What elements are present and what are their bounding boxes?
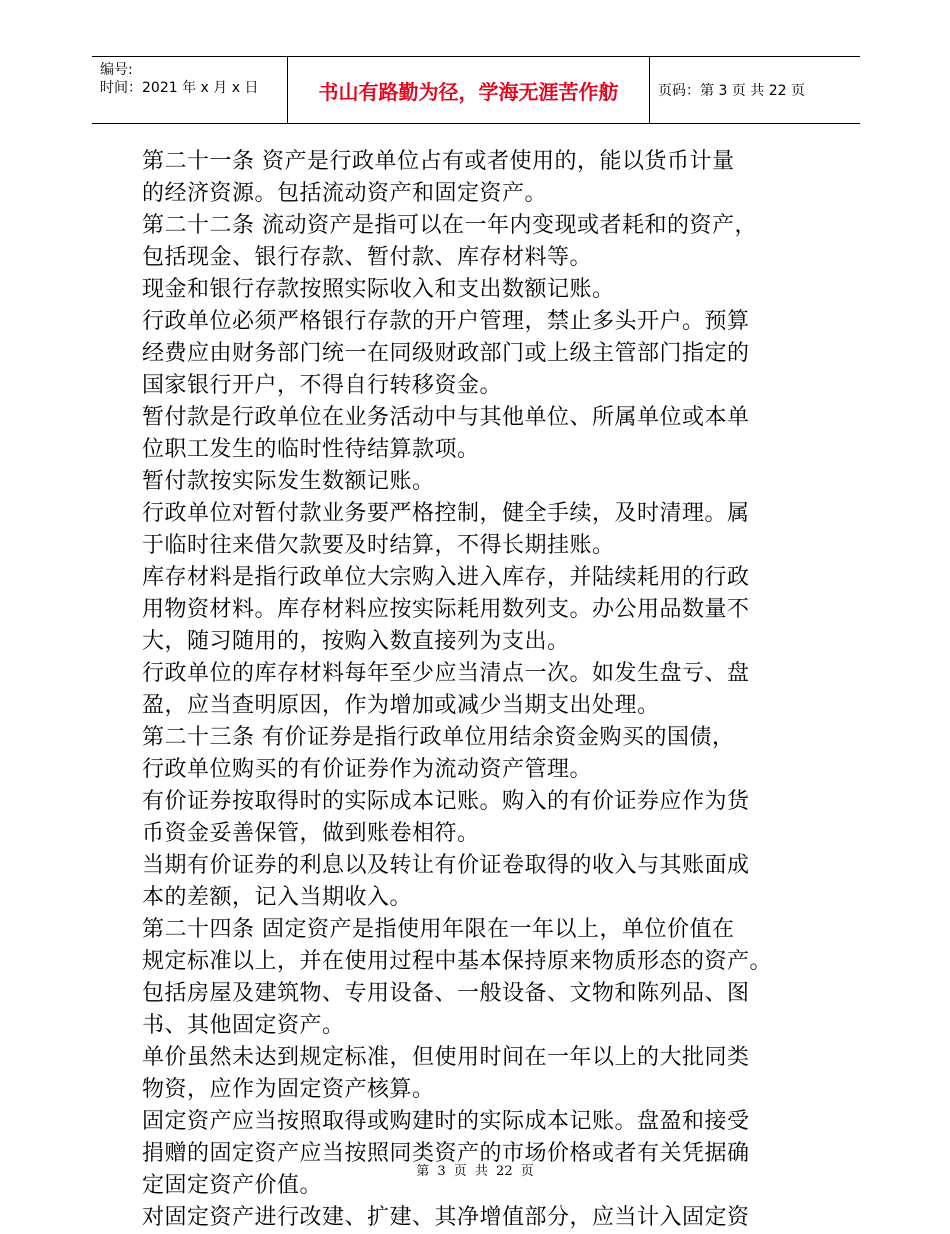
body-line: 用物资材料。库存材料应按实际耗用数列支。办公用品数量不 [142, 597, 750, 622]
body-line: 位职工发生的临时性待结算款项。 [142, 437, 480, 462]
body-line: 规定标准以上，并在使用过程中基本保持原来物质形态的资产。 [142, 949, 773, 974]
body-line: 固定资产应当按照取得或购建时的实际成本记账。盘盈和接受 [142, 1109, 750, 1134]
body-line: 行政单位必须严格银行存款的开户管理，禁止多头开户。预算 [142, 309, 750, 334]
body-line: 定固定资产价值。 [142, 1173, 323, 1198]
body-line: 于临时往来借欠款要及时结算，不得长期挂账。 [142, 533, 615, 558]
header-page-info: 页码：第 3 页 共 22 页 [658, 83, 805, 99]
header-motto: 书山有路勤为径，学海无涯苦作舫 [318, 79, 619, 104]
body-line: 书、其他固定资产。 [142, 1013, 345, 1038]
document-body [142, 146, 842, 1234]
body-line: 本的差额，记入当期收入。 [142, 885, 413, 910]
body-line: 包括现金、银行存款、暂付款、库存材料等。 [142, 245, 593, 270]
body-line: 有价证券按取得时的实际成本记账。购入的有价证券应作为货 [142, 789, 750, 814]
body-line: 现金和银行存款按照实际收入和支出数额记账。 [142, 277, 615, 302]
body-line: 盈，应当查明原因，作为增加或减少当期支出处理。 [142, 693, 660, 718]
body-line: 行政单位的库存材料每年至少应当清点一次。如发生盘亏、盘 [142, 661, 750, 686]
body-line: 第二十四条 固定资产是指使用年限在一年以上，单位价值在 [142, 917, 735, 942]
body-line: 行政单位购买的有价证券作为流动资产管理。 [142, 757, 593, 782]
date-label: 时间：2021 年 x 月 x 日 [100, 80, 259, 96]
body-line: 大，随习随用的，按购入数直接列为支出。 [142, 629, 570, 654]
body-line: 经费应由财务部门统一在同级财政部门或上级主管部门指定的 [142, 341, 750, 366]
body-line: 包括房屋及建筑物、专用设备、一般设备、文物和陈列品、图 [142, 981, 750, 1006]
body-line: 国家银行开户，不得自行转移资金。 [142, 373, 503, 398]
serial-label: 编号: [100, 62, 133, 78]
body-line: 暂付款按实际发生数额记账。 [142, 469, 435, 494]
body-line: 单价虽然未达到规定标准，但使用时间在一年以上的大批同类 [142, 1045, 750, 1070]
body-line: 的经济资源。包括流动资产和固定资产。 [142, 181, 548, 206]
body-line: 捐赠的固定资产应当按照同类资产的市场价格或者有关凭据确 [142, 1141, 750, 1166]
body-line: 对固定资产进行改建、扩建、其净增值部分，应当计入固定资 [142, 1205, 750, 1230]
body-line: 第二十三条 有价证券是指行政单位用结余资金购买的国债， [142, 725, 735, 750]
body-line: 库存材料是指行政单位大宗购入进入库存，并陆续耗用的行政 [142, 565, 750, 590]
body-line: 物资，应作为固定资产核算。 [142, 1077, 435, 1102]
page-header [92, 56, 860, 124]
body-line: 暂付款是行政单位在业务活动中与其他单位、所属单位或本单 [142, 405, 750, 430]
body-line: 第二十一条 资产是行政单位占有或者使用的，能以货币计量 [142, 149, 735, 174]
header-meta [92, 57, 287, 123]
body-line: 行政单位对暂付款业务要严格控制，健全手续，及时清理。属 [142, 501, 750, 526]
body-line: 第二十二条 流动资产是指可以在一年内变现或者耗和的资产， [142, 213, 757, 238]
body-line: 当期有价证券的利息以及转让有价证卷取得的收入与其账面成 [142, 853, 750, 878]
page-footer: 第 3 页 共 22 页 [416, 1164, 534, 1179]
body-line: 币资金妥善保管，做到账卷相符。 [142, 821, 480, 846]
